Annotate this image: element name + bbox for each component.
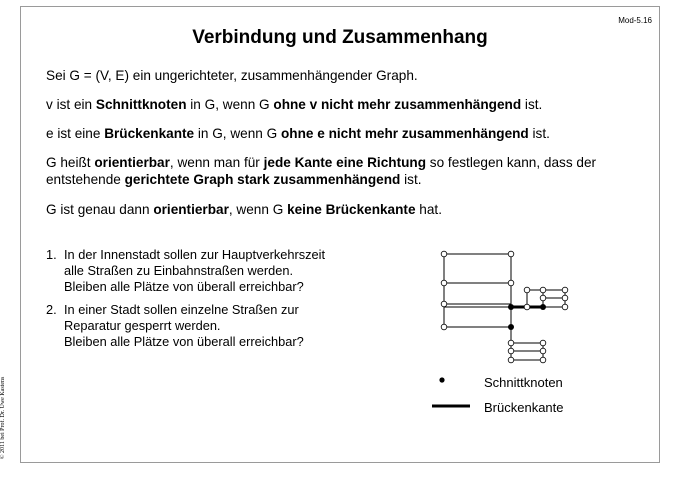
paragraph-bridge-edge — [46, 125, 646, 142]
copyright-note: © 2011 bei Prof. Dr. Uwe Kastens — [0, 376, 6, 459]
item-text — [64, 302, 304, 350]
text: G ist genau dann — [46, 202, 154, 217]
emphasis: keine Brückenkante — [287, 202, 416, 217]
graph-edges — [444, 254, 565, 360]
paragraph-graph-definition: Sei G = (V, E) ein ungerichteter, zusammenhängender Graph. — [46, 68, 418, 83]
emphasis: gerichtete Graph stark zusammenhängend — [124, 172, 401, 187]
list-item — [46, 247, 386, 295]
text: ist. — [521, 97, 543, 112]
paragraph-theorem — [46, 201, 646, 218]
item-line: Bleiben alle Plätze von überall erreichbar? — [64, 279, 304, 294]
text: ist. — [528, 126, 550, 141]
text: entstehende — [46, 172, 125, 187]
item-line: In einer Stadt sollen einzelne Straßen zur — [64, 302, 299, 317]
text: e ist eine — [46, 126, 105, 141]
text: so festlegen kann, dass der — [426, 155, 597, 170]
legend-cut-vertex-label: Schnittknoten — [484, 375, 563, 390]
slide-number: Mod-5.16 — [618, 16, 652, 25]
item-line: Bleiben alle Plätze von überall erreichbar? — [64, 334, 304, 349]
term-orientable: orientierbar — [94, 155, 170, 170]
emphasis: ohne v nicht mehr zusammenhängend — [273, 97, 522, 112]
text: G heißt — [46, 155, 95, 170]
item-number: 1. — [46, 247, 57, 262]
text: ist. — [400, 172, 422, 187]
paragraph-cut-vertex — [46, 96, 646, 113]
item-line: alle Straßen zu Einbahnstraßen werden. — [64, 263, 294, 278]
text: in G, wenn G — [194, 126, 281, 141]
text: in G, wenn G — [186, 97, 274, 112]
item-number: 2. — [46, 302, 57, 317]
bridge-edge-legend-icon — [432, 400, 472, 412]
item-line: In der Innenstadt sollen zur Hauptverkehrszeit — [64, 247, 326, 262]
text: , wenn G — [228, 202, 288, 217]
cut-vertex-legend-icon — [432, 374, 472, 386]
text: , wenn man für — [169, 155, 264, 170]
emphasis: jede Kante eine Richtung — [263, 155, 427, 170]
text: v ist ein — [46, 97, 96, 112]
legend-bridge-edge-label: Brückenkante — [484, 400, 564, 415]
item-text — [64, 247, 325, 295]
emphasis: ohne e nicht mehr zusammenhängend — [280, 126, 529, 141]
term-bridge-edge: Brückenkante — [104, 126, 195, 141]
term-cut-vertex: Schnittknoten — [95, 97, 187, 112]
graph-diagram — [420, 245, 580, 370]
paragraph-orientable — [46, 154, 646, 188]
slide-title: Verbindung und Zusammenhang — [192, 27, 488, 48]
term-orientable: orientierbar — [153, 202, 229, 217]
question-list — [46, 247, 386, 357]
item-line: Reparatur gesperrt werden. — [64, 318, 221, 333]
list-item — [46, 302, 386, 350]
text: hat. — [415, 202, 442, 217]
